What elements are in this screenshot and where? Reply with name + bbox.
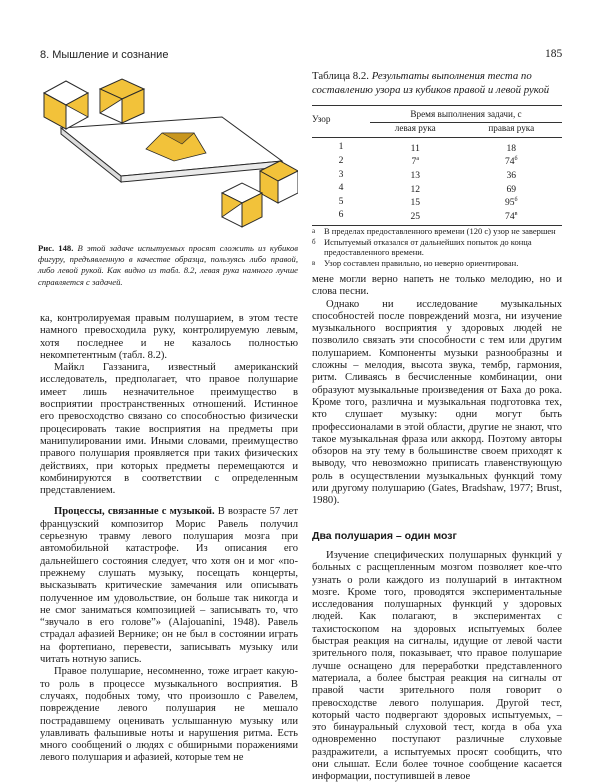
run-in-heading: Процессы, связанные с музыкой. [54,506,215,518]
block-design-drawing [36,75,298,235]
col-left-hand-header: левая рука [370,123,461,137]
figure-148-illustration [36,75,298,235]
cube-right-lower [222,183,262,227]
paragraph: мене могли верно напеть не только мелодию, но и слова песни. [312,274,562,298]
footnote: в Узор составлен правильно, но неверно ориентирован. [312,257,519,268]
section-heading: Два полушария – один мозг [312,529,457,542]
cube-top-middle [100,79,144,123]
paragraph: Правое полушарие, несомненно, тоже играет какую-то роль в процессе музыкального восприятия. В случаях, подобных тому, что произошло с Равелем, повреждение левого полушария не мешало пострадавшему оценивать услышанную музыку или улавливать фальшивые ноты и нарушения ритма. Есть много сообщений о людях с обширными поражениями левого полушария и афазией, которые тем не [40,666,298,764]
col-time-header: Время выполнения задачи, с [370,106,562,123]
table-title [312,69,564,97]
paragraph: ка, контролируемая правым полушарием, в этом тесте намного превосходила руку, контролируемую левым, хотя последнее и не казалось полностью некомпетентным (табл. 8.2). [40,313,298,361]
footnote: а В пределах предоставленного времени (120 с) узор не завершен [312,226,556,236]
table-row: 4 12 69 [338,182,517,195]
table-title-text: Результаты выполнения теста по составлению узора из кубиков правой и левой рукой [312,70,550,96]
table-row: 6 25 $74^в$ [312,209,562,226]
table-footnotes [312,226,564,268]
table-row: 1 11 18 [312,137,562,154]
running-head: 8. Мышление и сознание [40,49,169,61]
cube-top-left [44,81,88,129]
table-row: 5 15 $95^б$ [338,195,518,209]
table-header-row [312,106,562,123]
table-title-prefix: Таблица 8.2. [312,70,372,82]
footnote: б Испытуемый отказался от дальнейших попыток до конца предоставленного времени. [312,236,532,257]
col-right-hand-header: правая рука [461,123,562,137]
figure-caption-text: В этой задаче испытуемых просят сложить из кубиков фигуру, предъявленную в качестве образца, пользуясь либо правой, либо левой рукой. Как видно из табл. 8.2, левая рука намного лучше справляется с задачей. [38,243,298,287]
page-number: 185 [545,48,563,60]
figure-label: Рис. 148. [38,243,74,253]
paragraph: Изучение специфических полушарных функций у больных с расщепленным мозгом позволяет кое-что узнать о роли каждого из полушарий в интактном мозге. Кроме того, проводятся экспериментальные исследования полушарных функций у здоровых людей. Как полагают, в экспериментах с тахистоскопом на здоровых испытуемых более быстрая реакция на сигналы, идущие от левой части зрительного поля, показывает, что правое полушарие лучше оснащено для переработки представленного материала, а более быстрая реакция на сигналы от правой части зрительного поля говорит о превосходстве левого полушария. Другой тест, который часто подвергают здоровых испытуемых, – это бинауральный слуховой тест, когда в оба уха одновременно поступают различные слуховые раздражители, а испытуемых просят сообщить, что они слышат. Если более точное сообщение касается информации, поступившей в левое [312,549,562,783]
left-column [40,313,298,765]
right-column [312,274,562,784]
table-row: 2 7$^a$ $74^б$ [338,155,518,168]
paragraph: Однако ни исследование музыкальных способностей после повреждений мозга, ни изучение музыкального восприятия у здоровых людей не позволило связать эти способности с тем или другим полушарием. Компоненты музыки разнообразны и сложны – мелодия, высота звука, тембр, гармония, ритм. Сливаясь в бесчисленные комбинации, они образуют музыкальные произведения от Баха до рока. Кроме того, различна и музыкальная подготовка тех, кто слушает музыку: одни могут быть профессионалами в этой области, другие не знают, что такое музыкальная фраза или аккорд. Поэтому авторы обзоров на эту тему в большинстве своем приходят к выводу, что невозможно приписать главенствующую роль в осуществлении музыкальных функций тому или другому полушарию (Gates, Bradshaw, 1977; Brust, 1980). [312,298,562,507]
paragraph: Процессы, связанные с музыкой. В возрасте 57 лет французский композитор Морис Равель получил серьезную травму левого полушария мозга при автомобильной катастрофе. Из описания его дальнейшего состояния следует, что хотя он и мог «по-прежнему слушать музыку, посещать концерты, высказывать критические замечания или описывать полученное им удовольствие, он больше так никогда и не смог заниматься композицией – записывать то, что “звучало в его голове”» (Alajouanini, 1948). Равель страдал афазией Вернике; он не был в состоянии играть на фортепиано, перевести, записывать музыку или читать нотную запись. [40,506,298,666]
table-row: 3 13 36 [338,168,517,182]
results-table [312,105,562,226]
paragraph: Майкл Газзанига, известный американский исследователь, предполагает, что правое полушарие имеет лишь незначительное преимущество в восприятии пространственных отношений. Истинное его превосходство связано со способностью физически процеcировать такие восприятия на предметы при манипулировании ими. Иными словами, преимущество правого полушария проявляется при таких физических действиях, при которых предметы перемещаются и комбинируются в соответствии с определенным представлением. [40,362,298,497]
figure-caption [38,243,298,288]
col-pattern-header: Узор [312,106,370,138]
